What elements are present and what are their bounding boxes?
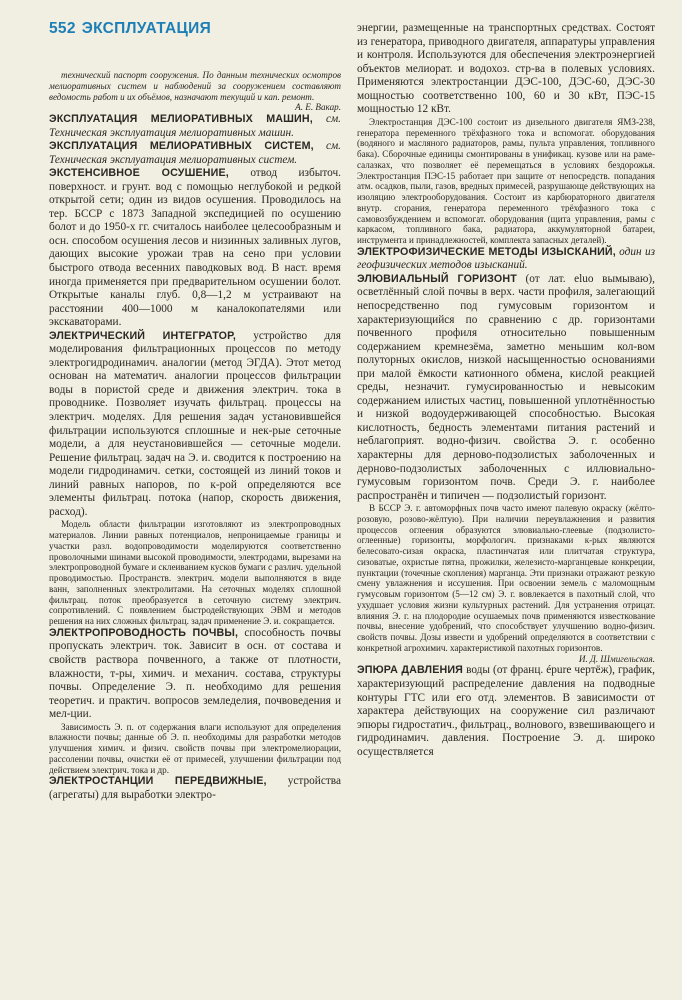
entry-text: воды (от франц. épure чертёж), график, характеризующий распределение давления на подводные контуры ГТС или его отд. элементов. В зависимости от характера действующих на сооружение сил различают эпюры гидростатич., фильтрац., волнового, взвешивающего и гидродинамич. давления. Построение Э. д. широко осуществляется [357,664,656,758]
entry-text: см. Техническая эксплуатация мелиоративных машин. [49,113,341,139]
entry-expl-mel-mashin [49,113,341,140]
entry-text: (от лат. eluo вымываю), осветлённый слой почвы в верх. части профиля, залегающий непосредственно под гумусовым горизонтом и характеризующийся по сравнению с др. горизонтами почвенного профиля относительно повышенным содержанием кремнезёма, заметно меньшим кол-вом полуторных окислов, низкой насыщенностью основаниями при малой ёмкости катионного обмена, кислой реакцией среды, незначит. гумусированностью и невысоким содержанием илистых частиц, повышенной уплотнённостью и низкой водоудерживающей способностью. Высокая кислотность, бедность элементами питания растений и неблагоприят. водно-физич. свойства Э. г. особенно характерны для дерново-подзолистых заболоченных и дерново-подзолистых заболоченных с иллювиально-гумусовым горизонтом почв. Среди Э. г. наиболее распространён и типичен — подзолистый горизонт. [357,272,655,502]
entry-text: устройства (агрегаты) для выработки электро- [49,775,341,802]
entry-author: А. Е. Вакар. [295,102,341,113]
entry-small-text: В БССР Э. г. автоморфных почв часто имеют палевую окраску (жёлто-розовую, розово-жёлтую). При наличии переувлажнения и развития процессов оглеения образуются элювиально-глеевые (подзолисто-оглеенные) горизонты, морфологич. признаками к-рых являются белесовато-сизая окраска, пластинчатая или плитчатая структура, сизоватые, охристые пятна, прожилки, железисто-марганцевые конкреции, пунктации (точечные скопления) марганца. Эти признаки отражают резкую смену увлажнения и иссушения. При освоении земель с маломощным гумусовым горизонтом (5—12 см) Э. г. вовлекается в пахотный слой, что ухудшает условия жизни культурных растений. Для устранения отрицат. влияния Э. г. на плодородие осушаемых почв применяются известкование почвы, внесение удобрений, что способствует улучшению водно-физич. свойств почвы. Дозы извести и удобрений определяются в соответствии с конкретной агрохимич. характеристикой пахотных горизонтов. [357,503,655,653]
entry-headword: ЭЛЕКТРОСТАНЦИИ ПЕРЕДВИЖНЫЕ, [49,775,267,788]
entry-ekstensivnoe [49,167,341,330]
page-header [49,20,211,38]
entry-headword: ЭКСТЕНСИВНОЕ ОСУШЕНИЕ, [49,167,229,180]
entry-gorizont [357,273,655,665]
entry-headword: ЭЛЕКТРОФИЗИЧЕСКИЕ МЕТОДЫ ИЗЫСКАНИЙ, [357,245,616,258]
entry-elektrostancii-cont [357,22,655,246]
entry-text: способность почвы пропускать электрич. ток. Зависит в осн. от состава и свойств раствора почвенного, а также от плотности, влажности, т-ры, химич. и механич. состава, структуры почвы. Определение Э. п. необходимо для решения теоретич. и практич. вопросов земледелия, почвоведения и мел-ции. [49,626,341,721]
left-column [49,70,341,803]
entry-headword: ЭКСПЛУАТАЦИЯ МЕЛИОРАТИВНЫХ МАШИН, [49,113,313,125]
page-number: 552 [49,20,76,37]
running-title: ЭКСПЛУАТАЦИЯ [81,20,212,37]
entry-epyura [357,664,655,759]
entry-small-text: Зависимость Э. п. от содержания влаги используют для определения влажности почвы; данные об Э. п. необходимы для разработки методов улучшения химич. и физич. свойств почвы при электромелиорации, рассолении почвы, очистки её от примесей, улучшении фильтрации под действием электрич. тока и др. [49,721,341,775]
entry-headword: ЭЛЕКТРОПРОВОДНОСТЬ ПОЧВЫ, [49,626,239,639]
right-column [357,22,655,759]
entry-passport-end [49,70,341,113]
entry-expl-mel-sistem [49,140,341,167]
entry-headword: ЭЛЮВИАЛЬНЫЙ ГОРИЗОНТ [357,272,517,285]
entry-headword: ЭПЮРА ДАВЛЕНИЯ [357,664,464,677]
entry-text: технический паспорт сооружения. По данным технических осмотров мелиоративных систем и наблюдений за сооружением составляют ведомость работ и их объёмов, назначают текущий и кап. ремонт. [49,70,341,102]
entry-text: отвод избыточ. поверхност. и грунт. вод с помощью неглубокой и редкой открытой сети; один из видов осушения. Проводилось на тер. БССР с 1873 Западной экспедицией по осушению болот и до 1950-х гг. считалось наиболее целесообразным и осн. способом осушения лесов и низинных заливных лугов, дающих высокие урожаи трав на сено при условии быстрого отвода весенних паводковых вод. В наст. время иногда применяется при предварительном осушении болот. Открытые каналы глуб. 0,8—1,2 м устраивают на расстоянии 400—1000 м каналокопателями или экскаваторами. [49,167,342,329]
entry-headword: ЭЛЕКТРИЧЕСКИЙ ИНТЕГРАТОР, [49,329,237,342]
entry-author: И. Д. Шмигельская. [578,653,655,664]
entry-small-text: Электростанция ДЭС-100 состоит из дизельного двигателя ЯМЗ-238, генератора переменного трёхфазного тока и вспомогат. оборудования (водяного и масляного радиаторов, рамы, пульта управления, топливного бака). Сборочные единицы смонтированы в унификац. кузове или на раме-салазках, что позволяет её перемещаться в условиях бездорожья. Электростанция ПЭС-15 работает при защите от непосредств. попадания атм. осадков, пыли, газов, вредных примесей, разрушающе действующих на изоляцию электрооборудования. Состоит из карбюраторного двигателя внутр. сгорания, генератора переменного трёхфазного тока с самовозбуждением и вспомогат. оборудования (щита управления, рамы с каркасом, топливного бака, радиатора, аккумуляторной батареи, инструмента и принадлежностей, комплекта запасных деталей). [357,116,655,246]
entry-headword: ЭКСПЛУАТАЦИЯ МЕЛИОРАТИВНЫХ СИСТЕМ, [49,140,314,153]
entry-text: устройство для моделирования фильтрационных процессов по методу электрогидродинамич. аналогии (метод ЭГДА). Этот метод основан на математич. аналогии процессов фильтрации воды в пористой среде и движения электрич. тока в проводнике. Позволяет изучать фильтрац. процессы на электрич. моделях. Для решения задач установившейся фильтрации используются сплошные и нек-рые сеточные модели, а для неустановившейся — сеточные модели. Решение фильтрац. задач на Э. и. сводится к построению на модели гидродинамич. сетки, состоящей из линий токов и линий равных напоров, по к-рой определяются все элементы фильтрац. потока (напор, скорость движения, расход). [49,329,341,518]
entry-text: см. Техническая эксплуатация мелиоративных систем. [49,140,341,166]
entry-provodnost [49,627,341,776]
entry-text: один из геофизических методов изысканий. [357,245,655,272]
entry-metody [357,246,655,273]
entry-text: энергии, размещенные на транспортных средствах. Состоят из генератора, приводного двигателя, аппаратуры управления и контроля. Используются для обеспечения электроэнергией объектов мелиорат. и водохоз. стр-ва в полевых условиях. Применяются электростанции ДЭС-100, ДЭС-60, ДЭС-30 мощностью соответственно 100, 60 и 30 кВт, ПЭС-15 мощностью 12 кВт. [357,22,655,116]
entry-elektrostancii-start [49,775,341,802]
entry-small-text: Модель области фильтрации изготовляют из электропроводных материалов. Линии равных потенциалов, непроницаемые границы и участки разл. водопроводимости моделируются соответственно проволочными шинами высокой проводимости, электродами, вырезами на электропроводной бумаге и склеиванием кусков бумаги с различ. удельной проводимостью. Пространств. электрич. модели выполняются в виде ванн, заполненных электролитами. На сеточных моделях сплошной фильтрац. поток преобразуется в сеточную систему электрич. сопротивлений. С появлением быстродействующих ЭВМ и методов решения на них сложных фильтрац. задач применение Э. и. сокращается. [49,519,341,627]
entry-integrator [49,330,341,627]
